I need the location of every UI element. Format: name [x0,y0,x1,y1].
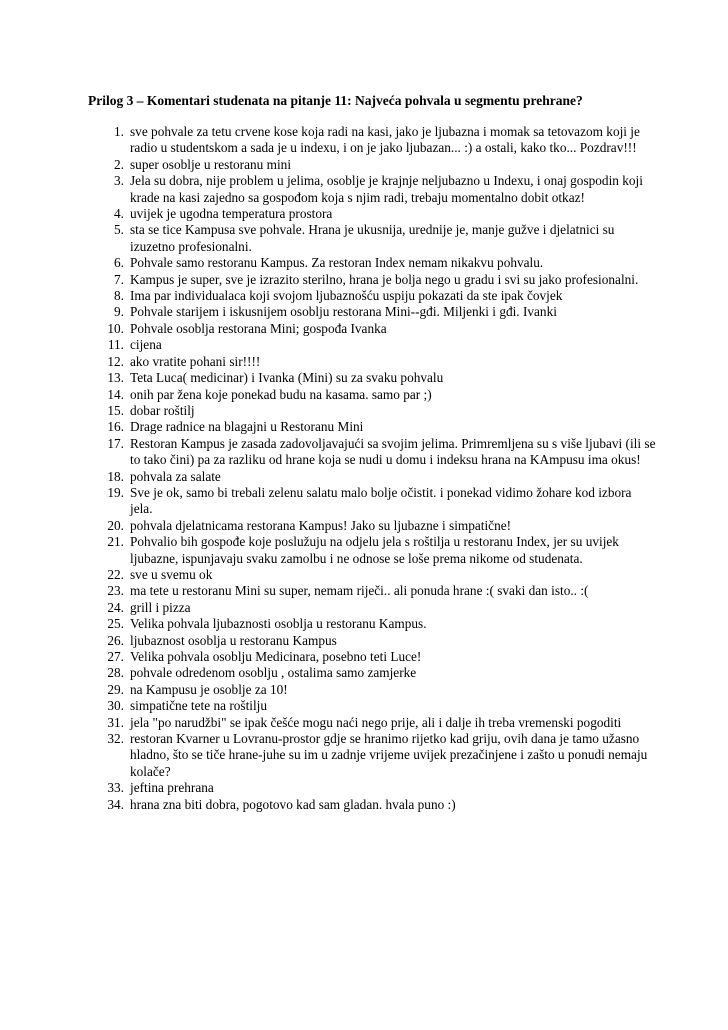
list-item-text: ljubaznost osoblja u restoranu Kampus [130,632,337,648]
list-item [96,780,656,796]
list-item-number: 10. [107,320,124,336]
list-item-number: 13. [107,370,124,386]
list-item [96,534,656,567]
list-item-text: restoran Kvarner u Lovranu-prostor gdje se hranimo rijetko kad griju, ovih dana je tamo užasno hladno, što se tiče hrane-juhe su im u zadnje vrijeme uvijek prezačinjene i zašto u ponudi nemaju kolače? [130,731,648,779]
list-item-number: 4. [114,206,124,222]
list-item-number: 3. [114,173,124,189]
list-item [96,370,656,386]
list-item-text: sta se tice Kampusa sve pohvale. Hrana je ukusnija, urednije je, manje gužve i djelatnici su izuzetno profesionalni. [130,222,615,254]
list-item [96,682,656,698]
list-item-text: Restoran Kampus je zasada zadovoljavajući sa svojim jelima. Primremljena su s više ljubavi (ili se to tako čini) pa za razliku od hrane koja se nudi u domu i indeksu hrana na KAmpusu ima okus! [130,435,656,468]
list-item-number: 33. [107,780,124,796]
list-item [96,567,656,583]
list-item-text: dobar roštilj [130,402,195,418]
list-item-text: Velika pohvala ljubaznosti osoblja u restoranu Kampus. [130,616,427,632]
list-item [96,600,656,616]
list-item-number: 27. [107,649,124,664]
list-item-text: Pohvale starijem i iskusnijem osoblju restorana Mini--gđi. Miljenki i gđi. Ivanki [130,304,557,320]
list-item-number: 14. [107,386,124,402]
list-item-number: 8. [114,288,124,304]
list-item [96,419,656,435]
list-item [96,255,656,271]
list-item [96,387,656,403]
list-item [96,337,656,353]
list-item [96,272,656,288]
list-item-text: sve u svemu ok [130,566,213,582]
list-item-text: Velika pohvala osoblju Medicinara, posebno teti Luce! [130,649,422,664]
list-item [96,665,656,681]
list-item-number: 6. [114,255,124,271]
list-item-number: 25. [107,616,124,632]
list-item-text: super osoblje u restoranu mini [130,156,292,172]
list-item-number: 9. [114,304,124,320]
list-item-number: 32. [107,731,124,747]
list-item [96,715,656,731]
list-item-number: 22. [107,566,124,582]
list-item-text: pohvale odredenom osoblju , ostalima samo zamjerke [130,665,417,681]
list-item-number: 16. [107,419,124,435]
list-item [96,583,656,599]
list-item-number: 34. [107,796,124,812]
list-item [96,649,656,665]
list-item-text: pohvala za salate [130,468,221,484]
list-item-text: onih par žena koje ponekad budu na kasama. samo par ;) [130,386,432,402]
list-item-text: jela "po narudžbi" se ipak češće mogu naći nego prije, ali i dalje ih treba vremenski pogoditi [130,714,622,730]
list-item-text: Sve je ok, samo bi trebali zelenu salatu malo bolje očistit. i ponekad vidimo žohare kod izbora jela. [130,484,632,517]
list-item-text: pohvala djelatnicama restorana Kampus! Jako su ljubazne i simpatične! [130,517,512,533]
list-item-number: 17. [107,435,124,451]
list-item-text: Ima par individualaca koji svojom ljubaznošću uspiju pokazati da ste ipak čovjek [130,288,563,304]
list-item-number: 5. [114,222,124,238]
list-item-text: Teta Luca( medicinar) i Ivanka (Mini) su za svaku pohvalu [130,370,444,386]
list-item [96,403,656,419]
list-item [96,124,656,157]
list-item-text: Kampus je super, sve je izrazito sterilno, hrana je bolja nego u gradu i svi su jako profesionalni. [130,271,639,287]
list-item-number: 1. [114,124,124,139]
list-item [96,485,656,518]
list-item-text: simpatične tete na roštilju [130,698,267,714]
comment-list [96,124,656,813]
list-item-number: 15. [107,402,124,418]
list-item-text: Pohvale osoblja restorana Mini; gospođa Ivanka [130,320,387,336]
list-item [96,469,656,485]
list-item-text: cijena [130,337,162,353]
list-item-text: Jela su dobra, nije problem u jelima, osoblje je krajnje neljubazno u Indexu, i onaj gospodin koji krade na kasi zajedno sa gospođom koja s njim radi, trebaju momentalno dobit otkaz! [130,173,643,205]
list-item-number: 31. [107,714,124,730]
list-item [96,436,656,469]
list-item [96,321,656,337]
list-item [96,157,656,173]
list-item-text: grill i pizza [130,599,191,615]
list-item-number: 11. [107,337,124,353]
list-item [96,304,656,320]
list-item-text: ma tete u restoranu Mini su super, nemam riječi.. ali ponuda hrane :( svaki dan isto.. :( [130,583,589,599]
list-item-text: sve pohvale za tetu crvene kose koja radi na kasi, jako je ljubazna i momak sa tetovazom koji je radio u studentskom a sada je u indexu, i on je jako ljubazan... :) a ostali, kako tko... Pozdrav!!! [130,124,640,156]
list-item-text: jeftina prehrana [130,780,214,796]
list-item-number: 2. [114,156,124,172]
list-item-text: hrana zna biti dobra, pogotovo kad sam gladan. hvala puno :) [130,796,456,812]
list-item-number: 18. [107,468,124,484]
list-item [96,222,656,255]
list-item-number: 24. [107,599,124,615]
list-item-text: na Kampusu je osoblje za 10! [130,681,288,697]
list-item-text: uvijek je ugodna temperatura prostora [130,206,333,222]
list-item [96,354,656,370]
list-item-number: 20. [107,517,124,533]
list-item-number: 23. [107,583,124,599]
list-item [96,288,656,304]
list-item-text: Pohvale samo restoranu Kampus. Za restoran Index nemam nikakvu pohvalu. [130,255,544,271]
list-item [96,633,656,649]
list-item [96,731,656,780]
list-item-number: 28. [107,665,124,681]
document-title: Prilog 3 – Komentari studenata na pitanje 11: Najveća pohvala u segmentu prehrane? [88,93,583,108]
list-item-number: 19. [107,484,124,500]
list-item [96,616,656,632]
list-item-text: Pohvalio bih gospođe koje poslužuju na odjelu jela s roštilja u restoranu Index, jer su uvijek ljubazne, ispunjavaju svaku zamolbu i ne odnose se loše prema nikome od studenata. [130,534,619,566]
list-item-number: 26. [107,632,124,648]
list-item-number: 29. [107,681,124,697]
list-item [96,698,656,714]
list-item-number: 30. [107,698,124,714]
list-item [96,206,656,222]
list-item-number: 21. [107,534,124,550]
list-item-number: 7. [114,271,124,287]
list-item [96,797,656,813]
list-item-number: 12. [107,353,124,369]
list-item-text: ako vratite pohani sir!!!! [130,353,261,369]
list-item-text: Drage radnice na blagajni u Restoranu Mini [130,419,364,435]
list-item [96,518,656,534]
list-item [96,173,656,206]
